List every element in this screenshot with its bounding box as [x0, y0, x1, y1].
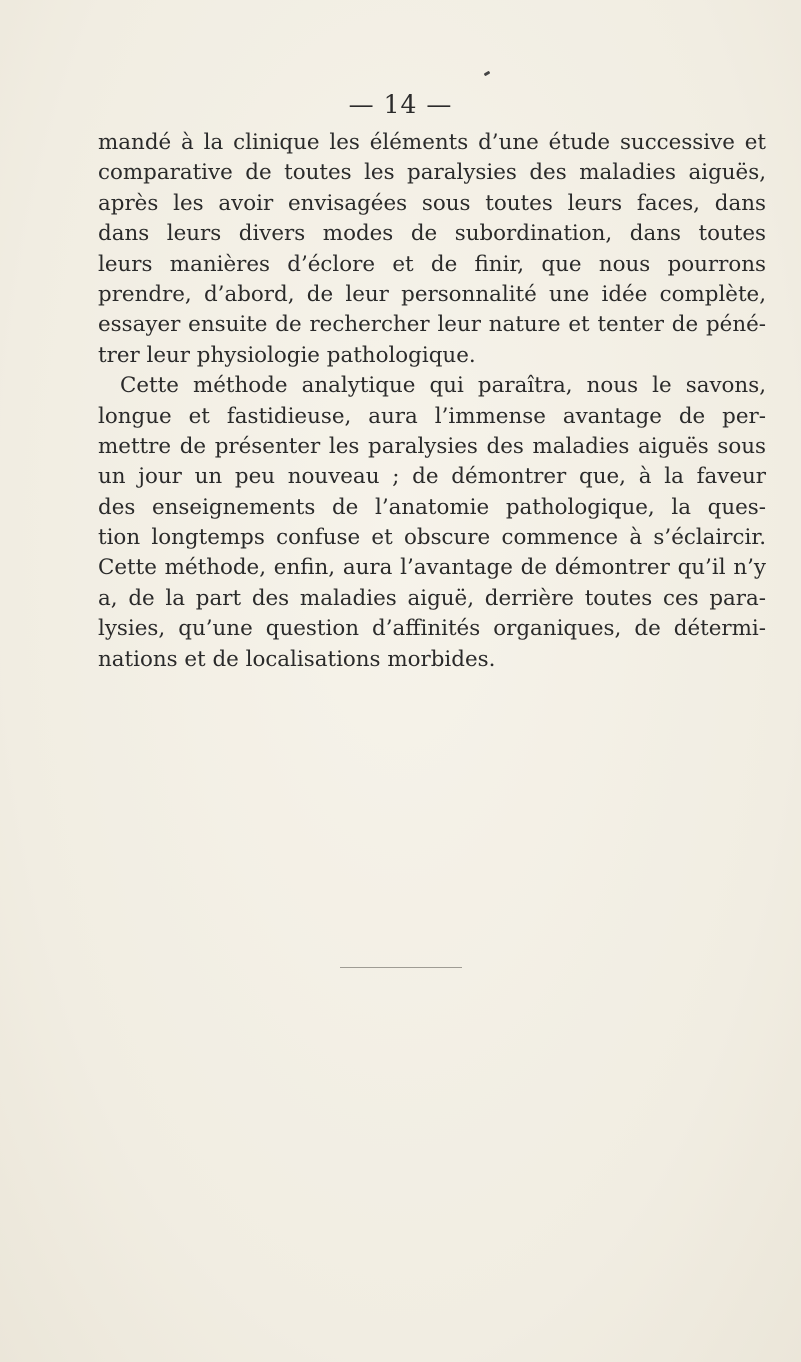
text-line: leurs manières d’éclore et de finir, que nous pourrons: [98, 251, 766, 277]
body-text: [98, 128, 766, 675]
text-line: Cette méthode analytique qui paraîtra, nous le savons,: [120, 373, 766, 399]
text-line: après les avoir envisagées sous toutes leurs faces, dans: [98, 190, 766, 216]
text-line: un jour un peu nouveau ; de démontrer que, à la faveur: [98, 464, 766, 490]
text-line: tion longtemps confuse et obscure commence à s’éclaircir.: [98, 525, 766, 551]
text-line: comparative de toutes les paralysies des maladies aiguës,: [98, 160, 766, 186]
text-line: mandé à la clinique les éléments d’une étude successive et: [98, 130, 766, 155]
text-line: a, de la part des maladies aiguë, derrière toutes ces para-: [98, 585, 766, 611]
text-line: essayer ensuite de rechercher leur nature et tenter de péné-: [98, 312, 766, 338]
text-line: trer leur physiologie pathologique.: [98, 342, 476, 368]
text-line: longue et fastidieuse, aura l’immense avantage de per-: [98, 403, 766, 429]
text-line: Cette méthode, enfin, aura l’avantage de démontrer qu’il n’y: [98, 555, 766, 581]
text-line: prendre, d’abord, de leur personnalité une idée complète,: [98, 281, 766, 307]
text-line: mettre de présenter les paralysies des maladies aiguës sous: [98, 433, 766, 459]
text-line: dans leurs divers modes de subordination, dans toutes: [98, 221, 766, 247]
text-line: lysies, qu’une question d’affinités organiques, de détermi-: [98, 616, 766, 642]
ink-speck: [484, 71, 491, 77]
text-line: nations et de localisations morbides.: [98, 646, 496, 672]
page-rule: [340, 967, 462, 968]
text-line: des enseignements de l’anatomie pathologique, la ques-: [98, 494, 766, 520]
page-number: — 14 —: [348, 90, 453, 119]
